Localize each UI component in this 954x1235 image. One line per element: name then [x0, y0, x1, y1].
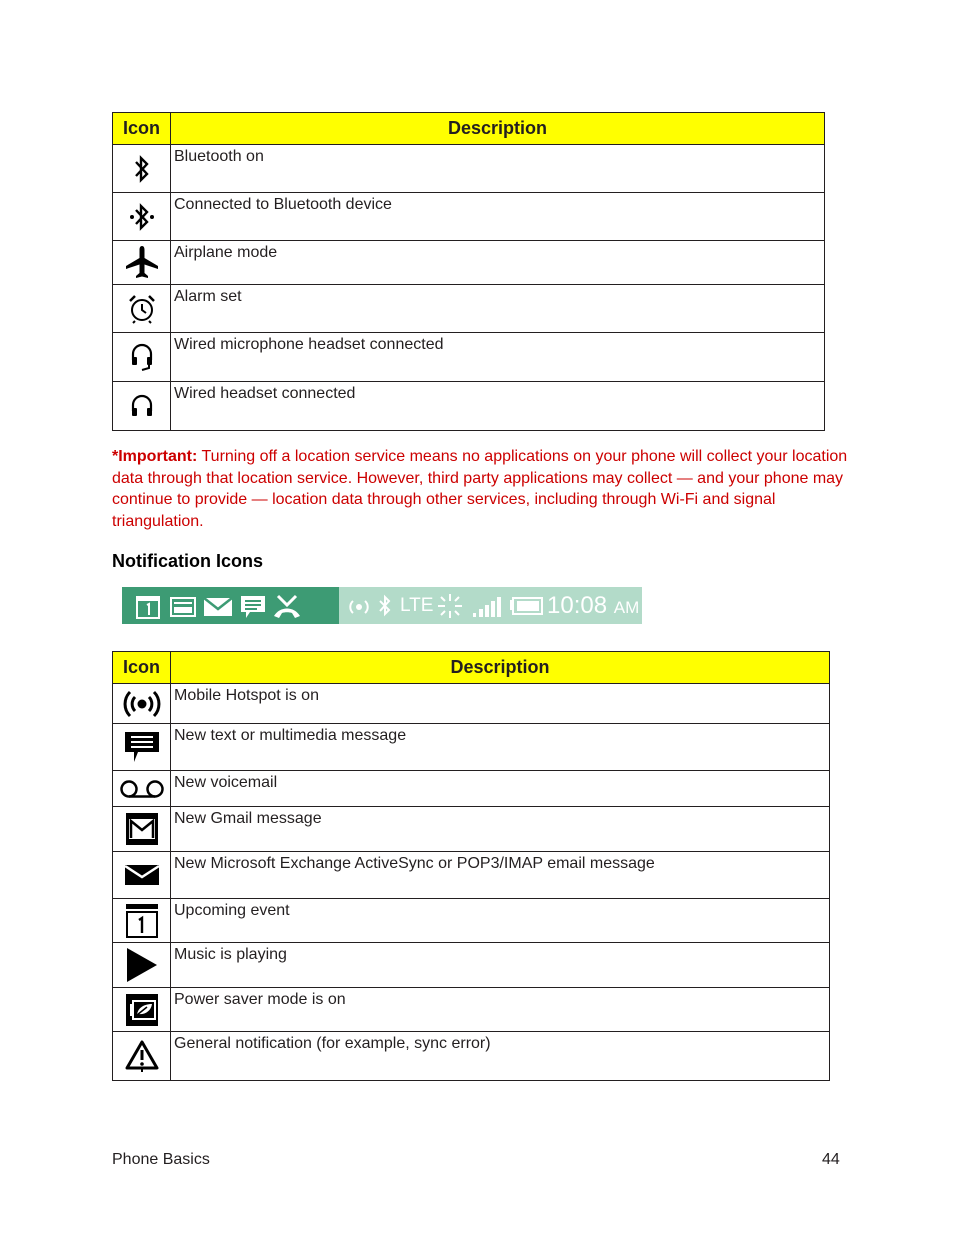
row-description: New Microsoft Exchange ActiveSync or POP3/IMAP email message — [171, 852, 830, 899]
status-bar-image — [122, 587, 642, 624]
warning-icon — [124, 1039, 160, 1073]
table-row — [113, 943, 830, 988]
table-row — [113, 807, 830, 852]
row-description: Alarm set — [171, 285, 825, 333]
important-label: *Important: — [112, 448, 198, 465]
email-icon — [124, 864, 160, 886]
table-row — [113, 1032, 830, 1081]
row-description: Upcoming event — [171, 899, 830, 943]
notification-icons-table — [112, 651, 830, 1081]
icon-column-header: Icon — [113, 652, 171, 684]
email-icon — [203, 597, 233, 617]
hotspot-icon — [348, 596, 370, 618]
signal-icon — [472, 595, 502, 619]
table-row — [113, 193, 825, 241]
important-text: Turning off a location service means no applications on your phone will collect your location data through that location service. However, third party applications may collect — and your phone may continue to provide — location data through other services, including through Wi-Fi and signal triangulation. — [112, 448, 848, 530]
alarm-icon — [128, 294, 156, 324]
icon-column-header: Icon — [113, 113, 171, 145]
row-description: New voicemail — [171, 771, 830, 807]
status-time — [547, 592, 639, 620]
system-status-area — [339, 587, 642, 624]
message-icon — [124, 730, 160, 764]
image-icon — [169, 596, 197, 618]
table-row — [113, 333, 825, 382]
row-description: Bluetooth on — [171, 145, 825, 193]
voicemail-icon — [119, 779, 165, 799]
bluetooth-connected-icon — [127, 200, 157, 234]
table-row — [113, 852, 830, 899]
section-title: Notification Icons — [112, 551, 264, 571]
table-row — [113, 771, 830, 807]
row-description: Mobile Hotspot is on — [171, 684, 830, 724]
footer-section: Phone Basics — [112, 1151, 210, 1168]
notification-area — [122, 587, 339, 624]
row-description: Wired microphone headset connected — [171, 333, 825, 382]
table-row — [113, 988, 830, 1032]
description-column-header: Description — [171, 113, 825, 145]
table-row — [113, 241, 825, 285]
message-icon — [239, 594, 267, 620]
data-activity-icon — [436, 592, 464, 620]
table-row — [113, 899, 830, 943]
time-value: 10:08 — [547, 592, 608, 619]
gmail-icon — [125, 812, 159, 846]
table-row — [113, 724, 830, 771]
calendar-icon — [125, 903, 159, 939]
row-description: General notification (for example, sync error) — [171, 1032, 830, 1081]
description-column-header: Description — [171, 652, 830, 684]
row-description: Connected to Bluetooth device — [171, 193, 825, 241]
row-description: New Gmail message — [171, 807, 830, 852]
table-row — [113, 382, 825, 431]
battery-icon — [509, 597, 543, 615]
power-saver-icon — [125, 993, 159, 1027]
airplane-icon — [125, 245, 159, 281]
row-description: Music is playing — [171, 943, 830, 988]
bluetooth-icon — [132, 154, 152, 184]
bluetooth-icon — [377, 594, 393, 618]
missed-call-icon — [272, 594, 302, 620]
row-description: Power saver mode is on — [171, 988, 830, 1032]
headphones-icon — [130, 393, 154, 419]
table-row — [113, 285, 825, 333]
play-icon — [125, 947, 159, 983]
important-note — [112, 446, 852, 532]
page-number: 44 — [822, 1151, 840, 1168]
row-description: Wired headset connected — [171, 382, 825, 431]
network-type: LTE — [400, 595, 434, 616]
calendar-icon — [135, 594, 161, 620]
row-description: Airplane mode — [171, 241, 825, 285]
hotspot-icon — [123, 689, 161, 719]
time-ampm: AM — [613, 598, 640, 617]
table-row — [113, 145, 825, 193]
status-icons-table — [112, 112, 825, 431]
headset-mic-icon — [130, 342, 154, 372]
row-description: New text or multimedia message — [171, 724, 830, 771]
table-row — [113, 684, 830, 724]
